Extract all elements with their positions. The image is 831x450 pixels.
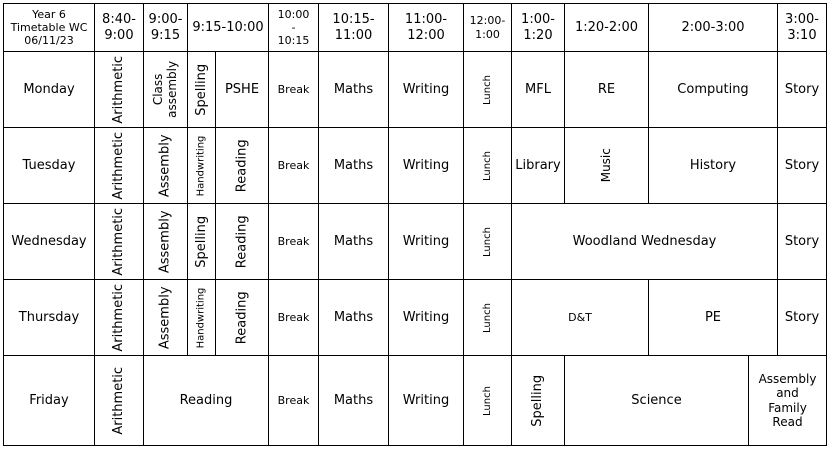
lesson-tuesday-break xyxy=(268,127,319,204)
lesson-monday-maths-label: Maths xyxy=(333,81,374,97)
lesson-monday-arithmetic-label: Arithmetic xyxy=(111,55,127,124)
lesson-tuesday-handwriting xyxy=(187,127,216,204)
lesson-tuesday-writing-label: Writing xyxy=(402,157,450,173)
lesson-tuesday-lunch-label: Lunch xyxy=(481,150,493,181)
time-header-label: 9:15-10:00 xyxy=(192,19,264,35)
lesson-thursday-d-t xyxy=(511,279,649,356)
lesson-wednesday-lunch xyxy=(463,203,512,280)
day-label-tuesday-label: Tuesday xyxy=(22,157,76,173)
lesson-monday-pshe-label: PSHE xyxy=(224,81,260,97)
lesson-tuesday-library xyxy=(511,127,565,204)
lesson-wednesday-reading-label: Reading xyxy=(234,215,250,268)
lesson-thursday-pe-label: PE xyxy=(704,309,722,325)
day-label-friday-label: Friday xyxy=(29,392,69,408)
time-header-label: 10:15- 11:00 xyxy=(332,11,375,43)
lesson-friday-spelling-label: Spelling xyxy=(530,374,546,427)
lesson-tuesday-reading-label: Reading xyxy=(234,139,250,192)
lesson-tuesday-story-label: Story xyxy=(784,157,820,173)
lesson-thursday-assembly-label: Assembly xyxy=(157,286,173,349)
lesson-wednesday-reading xyxy=(215,203,269,280)
time-header xyxy=(564,3,649,52)
lesson-monday-class-assembly xyxy=(143,51,188,128)
lesson-friday-spelling xyxy=(511,355,565,446)
lesson-monday-mfl xyxy=(511,51,565,128)
lesson-wednesday-lunch-label: Lunch xyxy=(481,226,493,257)
lesson-tuesday-writing xyxy=(388,127,464,204)
lesson-tuesday-arithmetic xyxy=(94,127,144,204)
lesson-monday-writing-label: Writing xyxy=(402,81,450,97)
time-header-label: 1:00- 1:20 xyxy=(521,11,555,43)
lesson-thursday-lunch-label: Lunch xyxy=(481,302,493,333)
lesson-wednesday-assembly-label: Assembly xyxy=(157,210,173,273)
time-header xyxy=(648,3,778,52)
lesson-wednesday-arithmetic xyxy=(94,203,144,280)
time-header xyxy=(777,3,827,52)
lesson-thursday-arithmetic-label: Arithmetic xyxy=(111,283,127,352)
time-header xyxy=(463,3,512,52)
lesson-monday-spelling-label: Spelling xyxy=(193,63,209,116)
time-header xyxy=(187,3,269,52)
lesson-thursday-writing xyxy=(388,279,464,356)
time-header-label: 11:00- 12:00 xyxy=(404,11,448,43)
day-label-tuesday xyxy=(3,127,95,204)
lesson-monday-break xyxy=(268,51,319,128)
lesson-monday-lunch xyxy=(463,51,512,128)
time-header-label: 12:00- 1:00 xyxy=(469,14,506,41)
lesson-friday-reading xyxy=(143,355,269,446)
lesson-thursday-pe xyxy=(648,279,778,356)
lesson-friday-maths-label: Maths xyxy=(333,392,374,408)
day-label-friday xyxy=(3,355,95,446)
lesson-monday-pshe xyxy=(215,51,269,128)
lesson-friday-science xyxy=(564,355,749,446)
lesson-tuesday-reading xyxy=(215,127,269,204)
lesson-thursday-reading-label: Reading xyxy=(234,291,250,344)
time-header xyxy=(94,3,144,52)
lesson-friday-writing-label: Writing xyxy=(402,392,450,408)
lesson-tuesday-library-label: Library xyxy=(515,157,561,173)
lesson-thursday-maths-label: Maths xyxy=(333,309,374,325)
lesson-monday-story-label: Story xyxy=(784,81,820,97)
lesson-monday-lunch-label: Lunch xyxy=(481,74,493,105)
time-header-label: 2:00-3:00 xyxy=(681,19,745,35)
lesson-monday-re xyxy=(564,51,649,128)
lesson-monday-story xyxy=(777,51,827,128)
lesson-friday-maths xyxy=(318,355,389,446)
lesson-thursday-story-label: Story xyxy=(784,309,820,325)
time-header-label: 10:00 - 10:15 xyxy=(277,7,310,48)
lesson-wednesday-woodland-wednesday-label: Woodland Wednesday xyxy=(572,233,717,249)
lesson-thursday-arithmetic xyxy=(94,279,144,356)
timetable-title-label: Year 6 Timetable WC 06/11/23 xyxy=(10,7,88,48)
time-header xyxy=(143,3,188,52)
lesson-thursday-handwriting-label: Handwriting xyxy=(195,287,207,348)
time-header-label: 3:00- 3:10 xyxy=(785,11,819,43)
lesson-tuesday-maths-label: Maths xyxy=(333,157,374,173)
lesson-thursday-story xyxy=(777,279,827,356)
lesson-tuesday-history-label: History xyxy=(689,157,737,173)
time-header-label: 1:20-2:00 xyxy=(574,19,639,35)
lesson-friday-arithmetic-label: Arithmetic xyxy=(111,366,127,435)
lesson-wednesday-break xyxy=(268,203,319,280)
day-label-wednesday-label: Wednesday xyxy=(11,233,87,249)
lesson-wednesday-assembly xyxy=(143,203,188,280)
lesson-monday-spelling xyxy=(187,51,216,128)
lesson-tuesday-music xyxy=(564,127,649,204)
lesson-tuesday-assembly-label: Assembly xyxy=(157,134,173,197)
lesson-tuesday-break-label: Break xyxy=(277,158,310,172)
day-label-monday xyxy=(3,51,95,128)
lesson-tuesday-music-label: Music xyxy=(599,148,614,183)
lesson-tuesday-history xyxy=(648,127,778,204)
lesson-friday-writing xyxy=(388,355,464,446)
time-header-label: 8:40- 9:00 xyxy=(102,11,136,43)
lesson-thursday-break-label: Break xyxy=(277,310,310,324)
lesson-tuesday-maths xyxy=(318,127,389,204)
lesson-thursday-break xyxy=(268,279,319,356)
day-label-wednesday xyxy=(3,203,95,280)
lesson-monday-re-label: RE xyxy=(597,81,616,97)
lesson-wednesday-story-label: Story xyxy=(784,233,820,249)
lesson-thursday-lunch xyxy=(463,279,512,356)
time-header xyxy=(511,3,565,52)
lesson-thursday-writing-label: Writing xyxy=(402,309,450,325)
day-label-monday-label: Monday xyxy=(23,81,75,97)
day-label-thursday xyxy=(3,279,95,356)
lesson-friday-science-label: Science xyxy=(631,392,682,408)
time-header-label: 9:00- 9:15 xyxy=(148,11,183,43)
lesson-wednesday-woodland-wednesday xyxy=(511,203,778,280)
lesson-wednesday-maths-label: Maths xyxy=(333,233,374,249)
lesson-monday-computing xyxy=(648,51,778,128)
lesson-wednesday-maths xyxy=(318,203,389,280)
day-label-thursday-label: Thursday xyxy=(18,309,80,325)
lesson-tuesday-handwriting-label: Handwriting xyxy=(195,135,207,196)
lesson-thursday-maths xyxy=(318,279,389,356)
time-header xyxy=(268,3,319,52)
lesson-tuesday-story xyxy=(777,127,827,204)
lesson-monday-mfl-label: MFL xyxy=(525,81,551,97)
lesson-friday-arithmetic xyxy=(94,355,144,446)
lesson-friday-break xyxy=(268,355,319,446)
lesson-wednesday-spelling-label: Spelling xyxy=(193,215,209,268)
lesson-wednesday-story xyxy=(777,203,827,280)
lesson-tuesday-arithmetic-label: Arithmetic xyxy=(111,131,127,200)
lesson-tuesday-lunch xyxy=(463,127,512,204)
time-header xyxy=(388,3,464,52)
timetable-title xyxy=(3,3,95,52)
lesson-wednesday-arithmetic-label: Arithmetic xyxy=(111,207,127,276)
lesson-thursday-handwriting xyxy=(187,279,216,356)
lesson-monday-computing-label: Computing xyxy=(677,81,749,97)
lesson-thursday-assembly xyxy=(143,279,188,356)
time-header xyxy=(318,3,389,52)
lesson-friday-break-label: Break xyxy=(277,393,310,407)
lesson-monday-writing xyxy=(388,51,464,128)
lesson-wednesday-spelling xyxy=(187,203,216,280)
lesson-monday-class-assembly-label: Class assembly xyxy=(151,61,180,118)
lesson-monday-arithmetic xyxy=(94,51,144,128)
lesson-monday-break-label: Break xyxy=(277,82,310,96)
lesson-wednesday-writing-label: Writing xyxy=(402,233,450,249)
lesson-friday-assembly-and-family-read-label: Assembly and Family Read xyxy=(758,371,817,429)
lesson-friday-lunch xyxy=(463,355,512,446)
lesson-wednesday-writing xyxy=(388,203,464,280)
lesson-wednesday-break-label: Break xyxy=(277,234,310,248)
lesson-friday-assembly-and-family-read xyxy=(748,355,827,446)
lesson-friday-reading-label: Reading xyxy=(179,392,233,408)
lesson-friday-lunch-label: Lunch xyxy=(481,385,493,416)
lesson-tuesday-assembly xyxy=(143,127,188,204)
lesson-thursday-d-t-label: D&T xyxy=(568,310,592,324)
lesson-thursday-reading xyxy=(215,279,269,356)
lesson-monday-maths xyxy=(318,51,389,128)
